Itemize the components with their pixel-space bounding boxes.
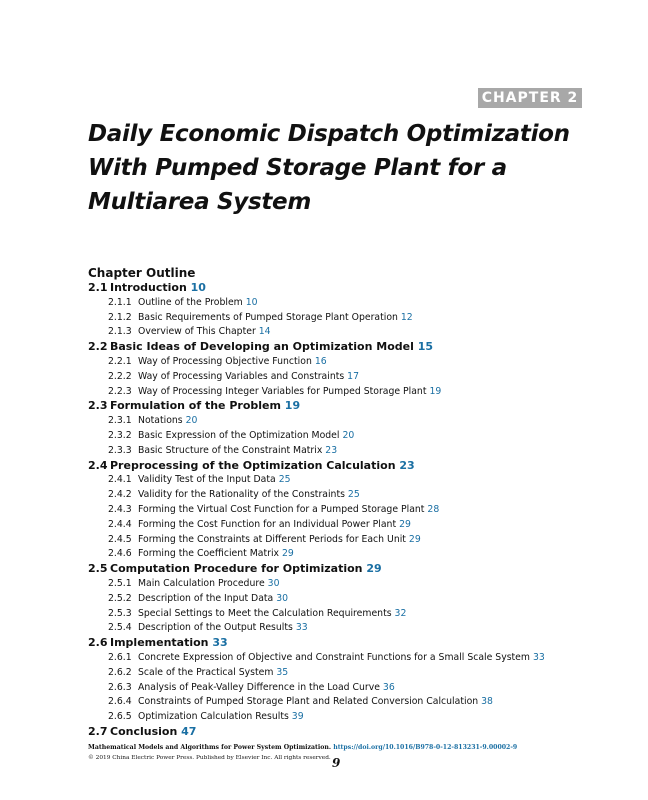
chapter-label: CHAPTER 2 — [478, 88, 582, 108]
subsection-number: 2.4.3 — [108, 503, 132, 515]
section-page-link[interactable]: 33 — [212, 636, 228, 650]
section-page-link[interactable]: 29 — [366, 562, 382, 576]
outline-subsection-2-3-2[interactable] — [88, 429, 608, 444]
subsection-page-link[interactable]: 36 — [382, 681, 395, 693]
outline-subsection-2-4-3[interactable] — [88, 503, 608, 518]
subsection-number: 2.4.1 — [108, 474, 132, 486]
outline-subsection-2-2-2[interactable] — [88, 370, 608, 385]
page-number: 9 — [332, 756, 341, 770]
subsection-title: Optimization Calculation Results — [138, 711, 289, 723]
section-title: Formulation of the Problem — [110, 399, 281, 413]
section-page-link[interactable]: 10 — [190, 281, 206, 294]
subsection-number: 2.6.5 — [108, 711, 132, 723]
subsection-title: Basic Structure of the Constraint Matrix — [138, 444, 323, 456]
subsection-title: Outline of the Problem — [138, 296, 243, 308]
outline-section-2-7[interactable] — [88, 725, 608, 740]
outline-subsection-2-5-3[interactable] — [88, 607, 608, 622]
subsection-title: Way of Processing Objective Function — [138, 355, 312, 367]
section-number: 2.7 — [88, 724, 108, 738]
chapter-outline — [88, 265, 608, 740]
outline-subsection-2-4-5[interactable] — [88, 533, 608, 548]
chapter-title: Daily Economic Dispatch Optimization With Pumped Storage Plant for a Multiarea System — [88, 121, 570, 215]
subsection-page-link[interactable]: 10 — [245, 296, 258, 308]
subsection-title: Forming the Coefficient Matrix — [138, 548, 280, 560]
subsection-page-link[interactable]: 20 — [342, 429, 355, 441]
footer-copyright: © 2019 China Electric Power Press. Published by Elsevier Inc. All rights reserved. — [88, 755, 331, 761]
outline-section-2-6[interactable] — [88, 636, 608, 651]
outline-subsection-2-6-3[interactable] — [88, 681, 608, 696]
subsection-page-link[interactable]: 30 — [267, 577, 280, 589]
outline-subsection-2-5-4[interactable] — [88, 621, 608, 636]
subsection-title: Forming the Constraints at Different Periods for Each Unit — [138, 533, 406, 545]
outline-subsection-2-4-1[interactable] — [88, 473, 608, 488]
outline-list — [88, 281, 608, 740]
section-number: 2.6 — [88, 636, 108, 650]
subsection-title: Way of Processing Variables and Constraints — [138, 370, 345, 382]
section-title: Conclusion — [110, 724, 178, 738]
outline-subsection-2-6-1[interactable] — [88, 651, 608, 666]
outline-subsection-2-3-1[interactable] — [88, 414, 608, 429]
subsection-title: Basic Expression of the Optimization Model — [138, 429, 340, 441]
subsection-number: 2.4.2 — [108, 489, 132, 501]
subsection-number: 2.4.6 — [108, 548, 132, 560]
subsection-page-link[interactable]: 39 — [291, 711, 304, 723]
outline-subsection-2-3-3[interactable] — [88, 444, 608, 459]
outline-section-2-1[interactable] — [88, 281, 608, 296]
page-footer — [88, 744, 568, 761]
subsection-page-link[interactable]: 35 — [276, 666, 289, 678]
subsection-page-link[interactable]: 29 — [408, 533, 421, 545]
section-page-link[interactable]: 19 — [284, 399, 301, 413]
subsection-number: 2.4.4 — [108, 518, 132, 530]
subsection-page-link[interactable]: 32 — [394, 607, 407, 619]
section-title: Basic Ideas of Developing an Optimization Model — [110, 340, 414, 354]
subsection-number: 2.2.1 — [108, 355, 132, 367]
outline-subsection-2-5-1[interactable] — [88, 577, 608, 592]
subsection-title: Concrete Expression of Objective and Constraint Functions for a Small Scale System — [138, 651, 530, 663]
section-number: 2.5 — [88, 562, 108, 576]
subsection-title: Scale of the Practical System — [138, 666, 274, 678]
subsection-number: 2.1.3 — [108, 326, 132, 338]
section-title: Preprocessing of the Optimization Calculation — [110, 458, 396, 472]
outline-subsection-2-6-4[interactable] — [88, 695, 608, 710]
outline-section-2-4[interactable] — [88, 459, 608, 474]
subsection-number: 2.5.4 — [108, 622, 132, 634]
subsection-number: 2.6.2 — [108, 666, 132, 678]
subsection-number: 2.2.2 — [108, 370, 132, 382]
subsection-page-link[interactable]: 14 — [258, 326, 271, 338]
section-number: 2.1 — [88, 281, 108, 294]
outline-subsection-2-2-1[interactable] — [88, 355, 608, 370]
outline-subsection-2-2-3[interactable] — [88, 385, 608, 400]
outline-subsection-2-6-5[interactable] — [88, 710, 608, 725]
section-page-link[interactable]: 23 — [399, 458, 415, 472]
outline-subsection-2-4-6[interactable] — [88, 547, 608, 562]
subsection-page-link[interactable]: 38 — [481, 696, 493, 708]
subsection-page-link[interactable]: 12 — [400, 311, 413, 323]
outline-subsection-2-1-1[interactable] — [88, 296, 608, 311]
subsection-number: 2.2.3 — [108, 385, 132, 397]
outline-subsection-2-1-3[interactable] — [88, 325, 608, 340]
outline-subsection-2-1-2[interactable] — [88, 311, 608, 326]
subsection-page-link[interactable]: 19 — [429, 385, 442, 397]
subsection-title: Notations — [138, 415, 183, 427]
subsection-page-link[interactable]: 17 — [347, 370, 360, 382]
subsection-page-link[interactable]: 20 — [185, 415, 198, 427]
subsection-number: 2.6.1 — [108, 651, 132, 663]
subsection-number: 2.1.2 — [108, 311, 132, 323]
outline-subsection-2-4-4[interactable] — [88, 518, 608, 533]
outline-heading: Chapter Outline — [88, 266, 196, 280]
footer-doi-link[interactable]: https://doi.org/10.1016/B978-0-12-813231-9.00002-9 — [333, 744, 518, 751]
subsection-number: 2.5.2 — [108, 592, 132, 604]
subsection-number: 2.3.1 — [108, 415, 132, 427]
subsection-number: 2.4.5 — [108, 533, 132, 545]
section-number: 2.2 — [88, 340, 108, 354]
subsection-number: 2.6.3 — [108, 681, 132, 693]
subsection-page-link[interactable]: 33 — [295, 622, 308, 634]
section-title: Computation Procedure for Optimization — [110, 562, 363, 576]
outline-section-2-5[interactable] — [88, 562, 608, 577]
section-page-link[interactable]: 15 — [417, 340, 434, 354]
subsection-number: 2.5.1 — [108, 577, 132, 589]
subsection-title: Analysis of Peak-Valley Difference in the Load Curve — [138, 681, 380, 693]
footer-citation — [88, 744, 568, 751]
subsection-page-link[interactable]: 23 — [325, 444, 338, 456]
subsection-page-link[interactable]: 30 — [276, 592, 289, 604]
section-number: 2.4 — [88, 458, 108, 472]
section-title: Introduction — [110, 281, 187, 294]
section-title: Implementation — [110, 636, 209, 650]
outline-section-2-3[interactable] — [88, 399, 608, 414]
subsection-title: Validity for the Rationality of the Constraints — [138, 489, 345, 501]
subsection-number: 2.5.3 — [108, 607, 132, 619]
subsection-title: Description of the Input Data — [138, 592, 274, 604]
subsection-page-link[interactable]: 16 — [314, 355, 327, 367]
subsection-title: Overview of This Chapter — [138, 326, 256, 338]
subsection-page-link[interactable]: 29 — [399, 518, 411, 530]
subsection-title: Main Calculation Procedure — [138, 577, 265, 589]
subsection-page-link[interactable]: 33 — [532, 651, 545, 663]
subsection-number: 2.6.4 — [108, 696, 132, 708]
outline-subsection-2-6-2[interactable] — [88, 666, 608, 681]
subsection-title: Special Settings to Meet the Calculation Requirements — [138, 607, 392, 619]
subsection-number: 2.1.1 — [108, 296, 132, 308]
subsection-number: 2.3.2 — [108, 429, 132, 441]
subsection-page-link[interactable]: 29 — [282, 548, 294, 560]
outline-section-2-2[interactable] — [88, 340, 608, 355]
subsection-title: Basic Requirements of Pumped Storage Plant Operation — [138, 311, 398, 323]
outline-subsection-2-5-2[interactable] — [88, 592, 608, 607]
subsection-page-link[interactable]: 25 — [347, 489, 360, 501]
subsection-title: Description of the Output Results — [138, 622, 293, 634]
footer-book-title: Mathematical Models and Algorithms for Power System Optimization. — [88, 744, 332, 751]
section-page-link[interactable]: 47 — [181, 724, 197, 738]
subsection-title: Validity Test of the Input Data — [138, 474, 276, 486]
subsection-title: Forming the Cost Function for an Individual Power Plant — [138, 518, 397, 530]
subsection-title: Forming the Virtual Cost Function for a Pumped Storage Plant — [138, 503, 425, 515]
subsection-number: 2.3.3 — [108, 444, 132, 456]
subsection-title: Way of Processing Integer Variables for Pumped Storage Plant — [138, 385, 427, 397]
subsection-title: Constraints of Pumped Storage Plant and Related Conversion Calculation — [138, 696, 479, 708]
subsection-page-link[interactable]: 28 — [427, 503, 440, 515]
section-number: 2.3 — [88, 399, 108, 413]
subsection-page-link[interactable]: 25 — [278, 474, 291, 486]
outline-subsection-2-4-2[interactable] — [88, 488, 608, 503]
